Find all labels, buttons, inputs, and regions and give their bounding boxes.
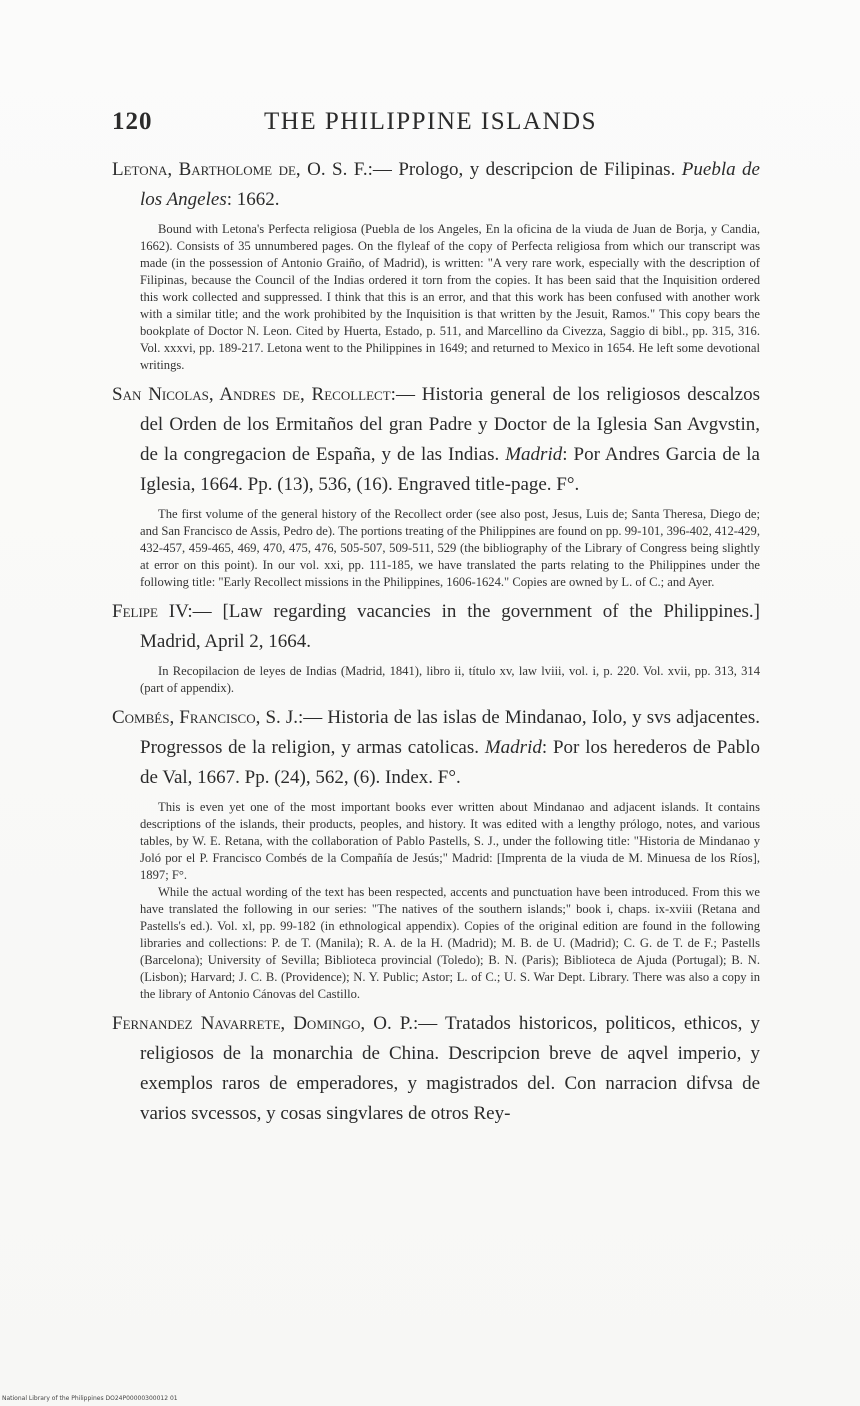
entry-heading [112,380,760,500]
entry-note: While the actual wording of the text has been respected, accents and punctuation have been introduced. From this we have translated the following in our series: "The natives of the southern islands;" book i, chaps. ix-xviii (Retana and Pastells's ed.). Vol. xl, pp. 99-182 (in ethnological appendix). Copies of the original edition are found in the following libraries and collections: P. de T. (Manila); R. A. de la H. (Madrid); M. B. de U. (Madrid); C. G. de T. de F.; Pastells (Barcelona); University of Sevilla; Biblioteca provincial (Toledo); B. N. (Paris); Biblioteca de Ajuda (Portugal); B. N. (Lisbon); Harvard; J. C. B. (Providence); N. Y. Public; Astor; L. of C.; U. S. War Dept. Library. There was also a copy in the library of Antonio Cánovas del Castillo. [140,885,760,1001]
bibliography-entry [112,597,760,697]
entry-title: Historia de las islas de Mindanao, Iolo, y svs adjacentes. Progressos de la religion, y armas catolicas. [140,707,760,758]
entry-imprint: : Por Andres Garcia de la Iglesia, 1664. Pp. (13), 536, (16). Engraved title-page. F°. [140,444,760,495]
scan-credit: National Library of the Philippines DO24P00000300012 01 [2,1395,178,1402]
bibliography-entry [112,1009,760,1129]
bibliography-entry [112,703,760,1003]
bibliography-entry [112,155,760,374]
entry-author: Felipe IV:— [112,601,212,622]
entry-heading [112,1009,760,1129]
entry-author: San Nicolas, Andres de, [112,384,305,405]
entry-heading [112,597,760,657]
entry-place: Madrid [505,444,563,465]
entry-imprint: : 1662. [226,189,280,210]
entry-place: Madrid [484,737,542,758]
entry-note: In Recopilacion de leyes de Indias (Madrid, 1841), libro ii, título xv, law lviii, vol. i, p. 220. Vol. xvii, pp. 313, 314 (part of appendix). [140,664,760,695]
entry-note: The first volume of the general history of the Recollect order (see also post, Jesus, Luis de; Santa Theresa, Diego de; and San Francisco de Assis, Pedro de). The portions treating of the Philippines are found on pp. 99-101, 396-402, 412-429, 432-457, 459-465, 469, 470, 475, 476, 505-507, 509-511, 529 (the bibliography of the Library of Congress being slightly at error on this point). In our vol. xxi, pp. 111-185, we have translated the parts relating to the Philippines under the following title: "Early Recollect missions in the Philippines, 1606-1624." Copies are owned by L. of C.; and Ayer. [140,507,760,589]
entry-title: Prologo, y descripcion de Filipinas. [391,159,682,180]
bibliography-content [112,155,760,1135]
entry-title: Historia general de los religiosos descalzos del Orden de los Ermitaños del gran Padre y Doctor de la Iglesia San Avgvstin, de la congregacion de España, y de las Indias. [140,384,760,465]
entry-author: Fernandez Navarrete, Domingo, [112,1013,366,1034]
entry-place: Puebla de los Angeles [140,159,760,210]
entry-author: Letona, Bartholome de, [112,159,301,180]
entry-note: This is even yet one of the most important books ever written about Mindanao and adjacent islands. It contains descriptions of the islands, their products, peoples, and history. It was edited with a lengthy prólogo, notes, and various tables, by W. E. Retana, with the collaboration of Pablo Pastells, S. J., under the following title: "Historia de Mindanao y Joló por el P. Francisco Combés de la Compañía de Jesús;" Madrid: [Imprenta de la viuda de M. Minuesa de los Ríos], 1897; F°. [140,800,760,882]
entry-order: S. J.:— [260,707,323,728]
running-title: THE PHILIPPINE ISLANDS [264,108,597,135]
entry-order: Recollect:— [304,384,415,405]
page-number: 120 [112,108,153,135]
entry-heading [112,703,760,793]
entry-title: Tratados historicos, politicos, ethicos, y religiosos de la monarchia de China. Descripcion breve de aqvel imperio, y exemplos raros de emperadores, y magistrados del. Con narracion difvsa de varios svcessos, y cosas singvlares de otros Rey- [140,1013,761,1124]
entry-imprint: : Por los herederos de Pablo de Val, 1667. Pp. (24), 562, (6). Index. F°. [140,737,760,788]
entry-title: [Law regarding vacancies in the government of the Philippines.] Madrid, April 2, 1664. [140,601,760,652]
bibliography-entry [112,380,760,591]
entry-author: Combés, Francisco, [112,707,261,728]
entry-heading [112,155,760,215]
entry-note: Bound with Letona's Perfecta religiosa (Puebla de los Angeles, En la oficina de la viuda de Juan de Borja, y Candia, 1662). Consists of 35 unnumbered pages. On the flyleaf of the copy of Perfecta religiosa from which our transcript was made (in the possession of Antonio Graiño, of Madrid), is written: "A very rare work, especially with the description of Filipinas, because the Council of the Indias ordered it torn from the copies. It has been said that the Inquisition ordered this work collected and suppressed. I think that this is an error, and that this work has been confused with another work with a similar title; and the work prohibited by the Inquisition is that written by the Jesuit, Ramos." This copy bears the bookplate of Doctor N. Leon. Cited by Huerta, Estado, p. 511, and Marcellino da Civezza, Saggio di bibl., pp. 315, 316. Vol. xxxvi, pp. 189-217. Letona went to the Philippines in 1649; and returned to Mexico in 1654. He left some devotional writings. [140,222,760,372]
entry-order: O. S. F.:— [300,159,392,180]
entry-order: O. P.:— [365,1013,438,1034]
